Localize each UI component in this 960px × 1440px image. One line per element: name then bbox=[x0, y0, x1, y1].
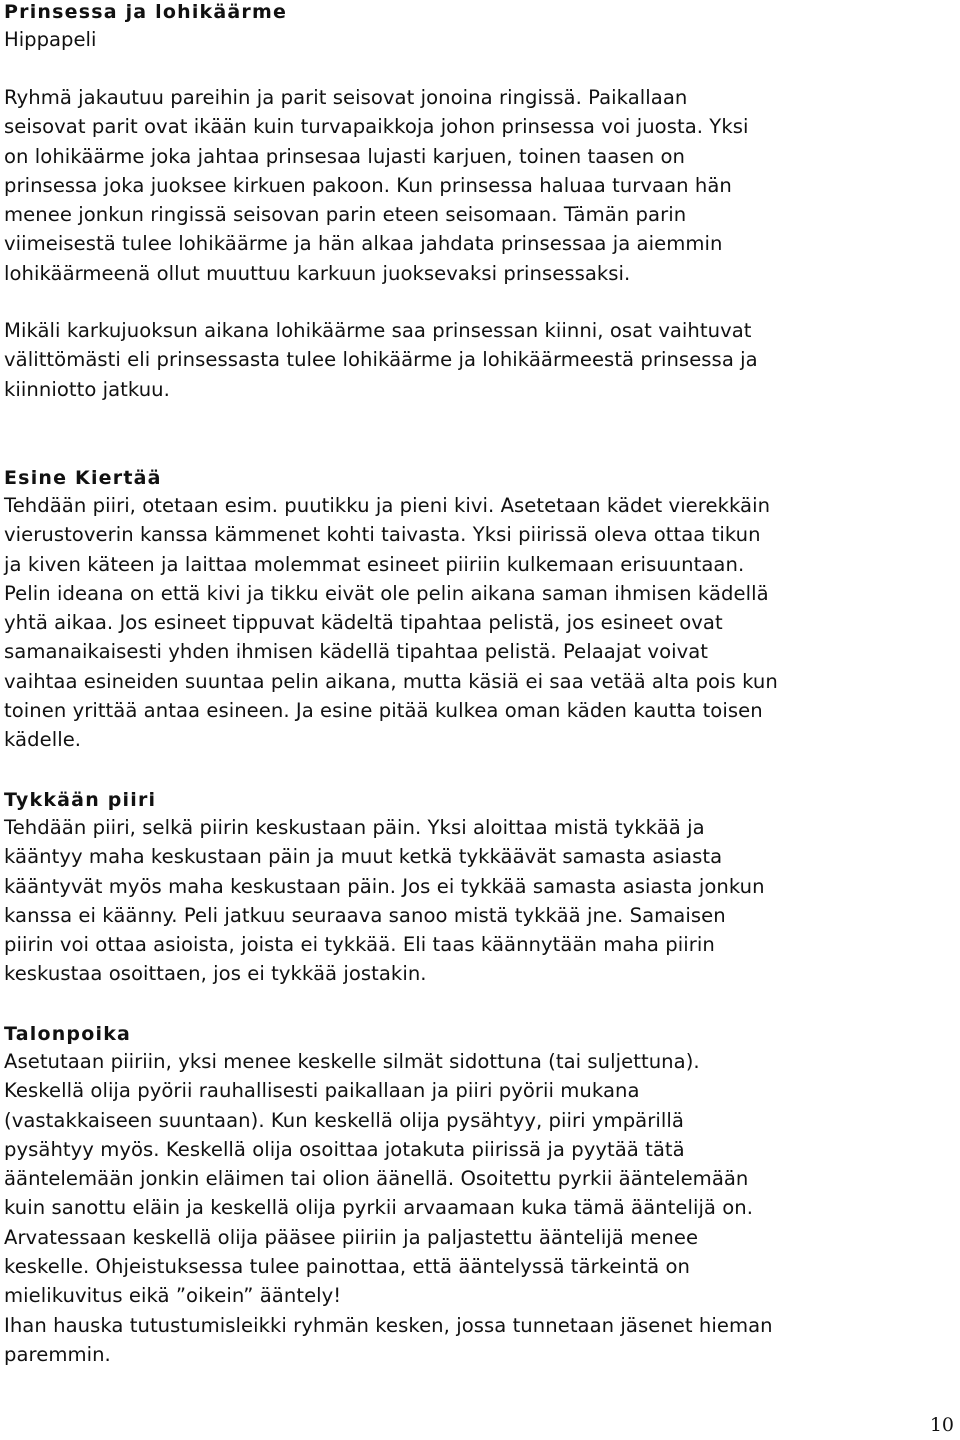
text-line: keskelle. Ohjeistuksessa tulee painottaa, että ääntelyssä tärkeintä on bbox=[4, 1255, 691, 1279]
text-line: pysähtyy myös. Keskellä olija osoittaa jotakuta piirissä ja pyytää tätä bbox=[4, 1137, 685, 1161]
text-line: toinen yrittää antaa esineen. Ja esine pitää kulkea oman käden kautta toisen bbox=[4, 699, 763, 723]
text-line: yhtä aikaa. Jos esineet tippuvat kädeltä tipahtaa pelistä, jos esineet ovat bbox=[4, 611, 723, 635]
section-subtitle: Hippapeli bbox=[4, 28, 97, 51]
text-line: Ryhmä jakautuu pareihin ja parit seisovat jonoina ringissä. Paikallaan bbox=[4, 86, 688, 109]
paragraph bbox=[4, 83, 748, 288]
text-line: välittömästi eli prinsessasta tulee lohikäärme ja lohikäärmeestä prinsessa ja bbox=[4, 348, 758, 372]
text-line: (vastakkaiseen suuntaan). Kun keskellä olija pysähtyy, piiri ympärillä bbox=[4, 1108, 684, 1132]
text-line: Tehdään piiri, selkä piirin keskustaan päin. Yksi aloittaa mistä tykkää ja bbox=[4, 816, 705, 839]
text-line: prinsessa joka juoksee kirkuen pakoon. Kun prinsessa haluaa turvaan hän bbox=[4, 173, 732, 197]
section-title: Talonpoika bbox=[4, 1023, 132, 1045]
text-line: Arvatessaan keskellä olija pääsee piiriin ja paljastettu ääntelijä menee bbox=[4, 1225, 699, 1249]
text-line: Tehdään piiri, otetaan esim. puutikku ja pieni kivi. Asetetaan kädet vierekkäin bbox=[4, 494, 771, 517]
paragraph bbox=[4, 1047, 773, 1369]
text-line: vierustoverin kanssa kämmenet kohti taivasta. Yksi piirissä oleva ottaa tikun bbox=[4, 523, 761, 547]
text-line: vaihtaa esineiden suuntaa pelin aikana, mutta käsiä ei saa vetää alta pois kun bbox=[4, 669, 778, 693]
text-line: lohikäärmeenä ollut muuttuu karkuun juoksevaksi prinsessaksi. bbox=[4, 261, 631, 285]
paragraph bbox=[4, 316, 758, 404]
text-line: ääntelemään jonkin eläimen tai olion äänellä. Osoitettu pyrkii ääntelemään bbox=[4, 1167, 749, 1191]
text-line: samanaikaisesti yhden ihmisen kädellä tipahtaa pelistä. Pelaajat voivat bbox=[4, 640, 709, 664]
text-line: Asetutaan piiriin, yksi menee keskelle silmät sidottuna (tai suljettuna). bbox=[4, 1050, 700, 1073]
section-esine-kiertaa bbox=[4, 465, 778, 755]
section-title: Prinsessa ja lohikäärme bbox=[4, 1, 288, 23]
text-line: Pelin ideana on että kivi ja tikku eivät ole pelin aikana saman ihmisen kädellä bbox=[4, 581, 769, 605]
text-line: on lohikäärme joka jahtaa prinsesaa lujasti karjuen, toinen taasen on bbox=[4, 144, 685, 168]
text-line: viimeisestä tulee lohikäärme ja hän alkaa jahdata prinsessaa ja aiemmin bbox=[4, 232, 723, 256]
section-talonpoika bbox=[4, 1021, 773, 1369]
text-line: kädelle. bbox=[4, 728, 82, 752]
text-line: kanssa ei käänny. Peli jatkuu seuraava sanoo mistä tykkää jne. Samaisen bbox=[4, 903, 726, 927]
text-line: seisovat parit ovat ikään kuin turvapaikkoja johon prinsessa voi juosta. Yksi bbox=[4, 115, 749, 139]
text-line: piirin voi ottaa asioista, joista ei tykkää. Eli taas käännytään maha piirin bbox=[4, 933, 715, 957]
text-line: paremmin. bbox=[4, 1342, 111, 1366]
text-line: Ihan hauska tutustumisleikki ryhmän kesken, jossa tunnetaan jäsenet hieman bbox=[4, 1313, 773, 1337]
text-line: Mikäli karkujuoksun aikana lohikäärme saa prinsessan kiinni, osat vaihtuvat bbox=[4, 319, 752, 342]
paragraph bbox=[4, 491, 778, 755]
text-line: keskustaa osoittaen, jos ei tykkää jostakin. bbox=[4, 962, 427, 986]
section-title: Tykkään piiri bbox=[4, 789, 157, 811]
section-tykkaan-piiri bbox=[4, 787, 765, 989]
text-line: kiinniotto jatkuu. bbox=[4, 377, 170, 401]
text-line: kääntyvät myös maha keskustaan päin. Jos ei tykkää samasta asiasta jonkun bbox=[4, 874, 765, 898]
page-number: 10 bbox=[929, 1414, 954, 1436]
text-line: kääntyy maha keskustaan päin ja muut ketkä tykkäävät samasta asiasta bbox=[4, 845, 723, 869]
text-line: kuin sanottu eläin ja keskellä olija pyrkii arvaamaan kuka tämä ääntelijä on. bbox=[4, 1196, 754, 1220]
section-prinsessa-ja-lohikaarme bbox=[4, 0, 287, 55]
paragraph bbox=[4, 813, 765, 989]
text-line: Keskellä olija pyörii rauhallisesti paikallaan ja piiri pyörii mukana bbox=[4, 1079, 640, 1103]
text-line: menee jonkun ringissä seisovan parin eteen seisomaan. Tämän parin bbox=[4, 203, 687, 227]
text-line: mielikuvitus eikä ”oikein” ääntely! bbox=[4, 1284, 342, 1308]
section-title: Esine Kiertää bbox=[4, 467, 162, 489]
text-line: ja kiven käteen ja laittaa molemmat esineet piiriin kulkemaan erisuuntaan. bbox=[4, 552, 745, 576]
